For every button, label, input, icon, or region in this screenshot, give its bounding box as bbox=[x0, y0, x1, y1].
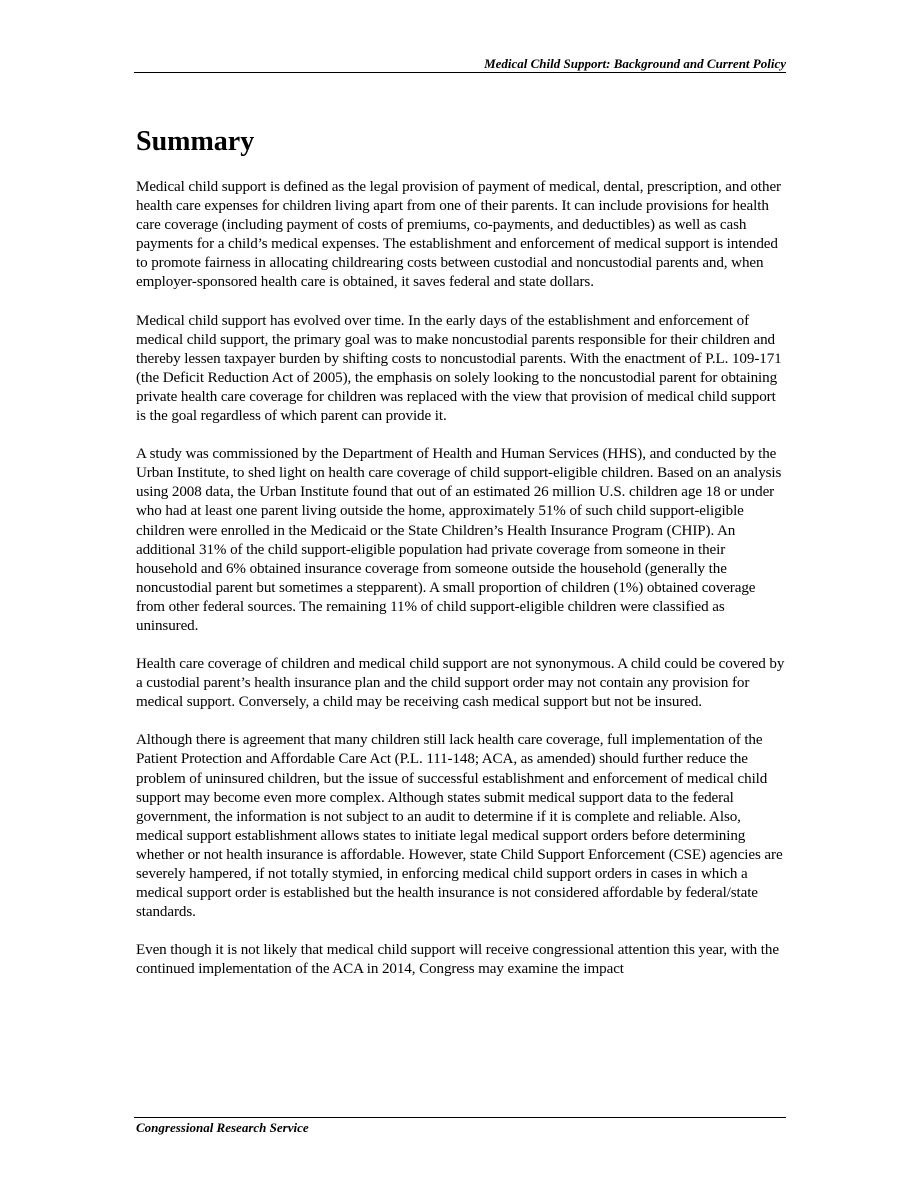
header-divider bbox=[134, 72, 786, 73]
paragraph-definition: Medical child support is defined as the legal provision of payment of medical, dental, prescription, and other health care expenses for children living apart from one of their parents. It can include provisions for health care coverage (including payment of costs of premiums, co-payments, and deductibles) as well as cash payments for a child’s medical expenses. The establishment and enforcement of medical support is intended to promote fairness in allocating childrearing costs between custodial and noncustodial parents and, when employer-sponsored health care is obtained, it saves federal and state dollars. bbox=[136, 179, 781, 291]
running-header: Medical Child Support: Background and Current Policy bbox=[484, 56, 786, 71]
summary-body bbox=[136, 178, 786, 998]
paragraph-coverage-distinction: Health care coverage of children and medical child support are not synonymous. A child could be covered by a custodial parent’s health insurance plan and the child support order may not contain any provision for medical support. Conversely, a child may be receiving cash medical support but not be insured. bbox=[136, 656, 785, 711]
footer-divider bbox=[134, 1117, 786, 1118]
paragraph-aca-implementation: Although there is agreement that many children still lack health care coverage, full implementation of the Patient Protection and Affordable Care Act (P.L. 111-148; ACA, as amended) should further reduce the problem of uninsured children, but the issue of successful establishment and enforcement of medical child support may become even more complex. Although states submit medical support data to the federal government, the information is not subject to an audit to determine if it is complete and reliable. Also, medical support establishment allows states to initiate legal medical support orders before determining whether or not health insurance is affordable. However, state Child Support Enforcement (CSE) agencies are severely hampered, if not totally stymied, in enforcing medical child support orders in cases in which a medical support order is established but the health insurance is not considered affordable by federal/state standards. bbox=[136, 732, 783, 921]
page-title: Summary bbox=[136, 126, 255, 157]
paragraph-evolution: Medical child support has evolved over time. In the early days of the establishment and enforcement of medical child support, the primary goal was to make noncustodial parents responsible for their children and thereby lessen taxpayer burden by shifting costs to noncustodial parents. With the enactment of P.L. 109-171 (the Deficit Reduction Act of 2005), the emphasis on solely looking to the noncustodial parent for obtaining private health care coverage for children was replaced with the view that provision of medical child support is the goal regardless of which parent can provide it. bbox=[136, 312, 782, 425]
paragraph-urban-institute-study: A study was commissioned by the Department of Health and Human Services (HHS), and conducted by the Urban Institute, to shed light on health care coverage of child support-eligible children. Based on an analysis using 2008 data, the Urban Institute found that out of an estimated 26 million U.S. children age 18 or under who had at least one parent living outside the home, approximately 51% of such child support-eligible children were enrolled in the Medicaid or the State Children’s Health Insurance Program (CHIP). An additional 31% of the child support-eligible population had private coverage from someone in their household and 6% obtained insurance coverage from someone outside the household (generally the noncustodial parent but sometimes a stepparent). A small proportion of children (1%) obtained coverage from other federal sources. The remaining 11% of child support-eligible children were classified as uninsured. bbox=[136, 446, 782, 634]
paragraph-congressional-attention: Even though it is not likely that medical child support will receive congressional attention this year, with the continued implementation of the ACA in 2014, Congress may examine the impact bbox=[136, 942, 779, 978]
running-footer: Congressional Research Service bbox=[136, 1120, 309, 1135]
